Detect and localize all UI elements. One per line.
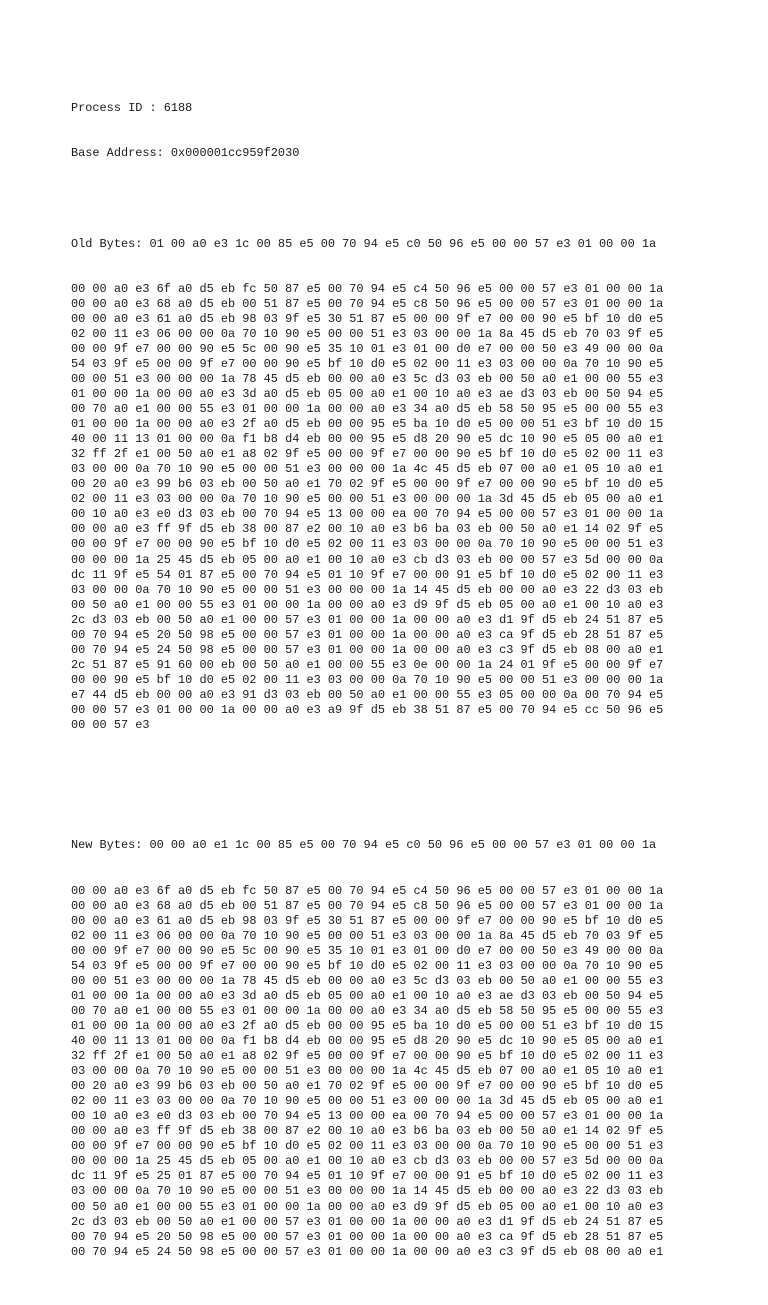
hex-line: 00 70 a0 e1 00 00 55 e3 01 00 00 1a 00 00 a0 e3 34 a0 d5 eb 58 50 95 e5 00 00 55 e3 [71,1003,664,1018]
hex-line: 01 00 00 1a 00 00 a0 e3 3d a0 d5 eb 05 00 a0 e1 00 10 a0 e3 ae d3 03 eb 00 50 94 e5 [71,988,664,1003]
hex-line: 02 00 11 e3 06 00 00 0a 70 10 90 e5 00 00 51 e3 03 00 00 1a 8a 45 d5 eb 70 03 9f e5 [71,326,664,341]
hex-line: 00 70 94 e5 24 50 98 e5 00 00 57 e3 01 00 00 1a 00 00 a0 e3 c3 9f d5 eb 08 00 a0 e1 [71,642,664,657]
hex-line: 03 00 00 0a 70 10 90 e5 00 00 51 e3 00 00 00 1a 4c 45 d5 eb 07 00 a0 e1 05 10 a0 e1 [71,1064,664,1079]
hex-line: e7 44 d5 eb 00 00 a0 e3 91 d3 03 eb 00 50 a0 e1 00 00 55 e3 05 00 00 0a 00 70 94 e5 [71,687,664,702]
hex-line: 2c 51 87 e5 91 60 00 eb 00 50 a0 e1 00 00 55 e3 0e 00 00 1a 24 01 9f e5 00 00 9f e7 [71,657,664,672]
hex-line: 54 03 9f e5 00 00 9f e7 00 00 90 e5 bf 10 d0 e5 02 00 11 e3 03 00 00 0a 70 10 90 e5 [71,958,664,973]
base-address-line: Base Address: 0x000001cc959f2030 [71,146,300,161]
hex-line: 00 00 90 e5 bf 10 d0 e5 02 00 11 e3 03 00 00 0a 70 10 90 e5 00 00 51 e3 00 00 00 1a [71,672,664,687]
old-bytes-lines [71,282,711,733]
hex-line: 00 00 a0 e3 61 a0 d5 eb 98 03 9f e5 30 51 87 e5 00 00 9f e7 00 00 90 e5 bf 10 d0 e5 [71,311,664,326]
hex-line: 00 70 a0 e1 00 00 55 e3 01 00 00 1a 00 00 a0 e3 34 a0 d5 eb 58 50 95 e5 00 00 55 e3 [71,402,664,417]
hex-line: 02 00 11 e3 03 00 00 0a 70 10 90 e5 00 00 51 e3 00 00 00 1a 3d 45 d5 eb 05 00 a0 e1 [71,492,664,507]
hex-line: 00 10 a0 e3 e0 d3 03 eb 00 70 94 e5 13 00 00 ea 00 70 94 e5 00 00 57 e3 01 00 00 1a [71,507,664,522]
hex-line: 40 00 11 13 01 00 00 0a f1 b8 d4 eb 00 00 95 e5 d8 20 90 e5 dc 10 90 e5 05 00 a0 e1 [71,1034,664,1048]
hex-line: 03 00 00 0a 70 10 90 e5 00 00 51 e3 00 00 00 1a 14 45 d5 eb 00 00 a0 e3 22 d3 03 eb [71,1184,664,1199]
hex-line: 00 00 57 e3 [71,718,150,733]
hex-line: 00 00 a0 e3 61 a0 d5 eb 98 03 9f e5 30 51 87 e5 00 00 9f e7 00 00 90 e5 bf 10 d0 e5 [71,913,664,928]
hex-line: 2c d3 03 eb 00 50 a0 e1 00 00 57 e3 01 00 00 1a 00 00 a0 e3 d1 9f d5 eb 24 51 87 e5 [71,1214,664,1229]
hex-line: 00 00 a0 e3 ff 9f d5 eb 38 00 87 e2 00 10 a0 e3 b6 ba 03 eb 00 50 a0 e1 14 02 9f e5 [71,1124,664,1139]
hex-line: 00 00 51 e3 00 00 00 1a 78 45 d5 eb 00 00 a0 e3 5c d3 03 eb 00 50 a0 e1 00 00 55 e3 [71,371,664,386]
hex-line: 00 00 9f e7 00 00 90 e5 bf 10 d0 e5 02 00 11 e3 03 00 00 0a 70 10 90 e5 00 00 51 e3 [71,537,664,552]
hex-line: dc 11 9f e5 54 01 87 e5 00 70 94 e5 01 10 9f e7 00 00 91 e5 bf 10 d0 e5 02 00 11 e3 [71,567,664,582]
hex-line: 03 00 00 0a 70 10 90 e5 00 00 51 e3 00 00 00 1a 14 45 d5 eb 00 00 a0 e3 22 d3 03 eb [71,582,664,597]
hex-line: 00 00 a0 e3 ff 9f d5 eb 38 00 87 e2 00 10 a0 e3 b6 ba 03 eb 00 50 a0 e1 14 02 9f e5 [71,522,664,537]
hex-line: 00 70 94 e5 20 50 98 e5 00 00 57 e3 01 00 00 1a 00 00 a0 e3 ca 9f d5 eb 28 51 87 e5 [71,627,664,642]
hex-line: 00 00 57 e3 01 00 00 1a 00 00 a0 e3 a9 9f d5 eb 38 51 87 e5 00 70 94 e5 cc 50 96 e5 [71,702,664,717]
hex-line: 01 00 00 1a 00 00 a0 e3 3d a0 d5 eb 05 00 a0 e1 00 10 a0 e3 ae d3 03 eb 00 50 94 e5 [71,386,664,401]
hex-line: 00 20 a0 e3 99 b6 03 eb 00 50 a0 e1 70 02 9f e5 00 00 9f e7 00 00 90 e5 bf 10 d0 e5 [71,477,664,492]
old-bytes-section [71,206,711,763]
hex-line: 00 00 9f e7 00 00 90 e5 bf 10 d0 e5 02 00 11 e3 03 00 00 0a 70 10 90 e5 00 00 51 e3 [71,1139,664,1154]
hex-line: 00 00 a0 e3 68 a0 d5 eb 00 51 87 e5 00 70 94 e5 c8 50 96 e5 00 00 57 e3 01 00 00 1a [71,898,664,913]
hex-line: 03 00 00 0a 70 10 90 e5 00 00 51 e3 00 00 00 1a 4c 45 d5 eb 07 00 a0 e1 05 10 a0 e1 [71,462,664,477]
hex-line: 00 20 a0 e3 99 b6 03 eb 00 50 a0 e1 70 02 9f e5 00 00 9f e7 00 00 90 e5 bf 10 d0 e5 [71,1079,664,1094]
hex-line: 00 00 00 1a 25 45 d5 eb 05 00 a0 e1 00 10 a0 e3 cb d3 03 eb 00 00 57 e3 5d 00 00 0a [71,552,664,567]
hex-line: 00 00 a0 e3 68 a0 d5 eb 00 51 87 e5 00 70 94 e5 c8 50 96 e5 00 00 57 e3 01 00 00 1a [71,296,664,311]
hex-line: 02 00 11 e3 06 00 00 0a 70 10 90 e5 00 00 51 e3 03 00 00 1a 8a 45 d5 eb 70 03 9f e5 [71,928,664,943]
hex-line: 40 00 11 13 01 00 00 0a f1 b8 d4 eb 00 00 95 e5 d8 20 90 e5 dc 10 90 e5 05 00 a0 e1 [71,432,664,447]
hex-line: 00 00 a0 e3 6f a0 d5 eb fc 50 87 e5 00 70 94 e5 c4 50 96 e5 00 00 57 e3 01 00 00 1a [71,883,664,898]
hex-line: 32 ff 2f e1 00 50 a0 e1 a8 02 9f e5 00 00 9f e7 00 00 90 e5 bf 10 d0 e5 02 00 11 e3 [71,1049,664,1064]
hex-line: 00 00 51 e3 00 00 00 1a 78 45 d5 eb 00 00 a0 e3 5c d3 03 eb 00 50 a0 e1 00 00 55 e3 [71,973,664,988]
hex-line: 32 ff 2f e1 00 50 a0 e1 a8 02 9f e5 00 00 9f e7 00 00 90 e5 bf 10 d0 e5 02 00 11 e3 [71,447,664,462]
hex-line: 00 50 a0 e1 00 00 55 e3 01 00 00 1a 00 00 a0 e3 d9 9f d5 eb 05 00 a0 e1 00 10 a0 e3 [71,597,664,612]
hex-dump-document [71,71,711,1305]
process-id-line: Process ID : 6188 [71,101,193,116]
hex-line: 00 10 a0 e3 e0 d3 03 eb 00 70 94 e5 13 00 00 ea 00 70 94 e5 00 00 57 e3 01 00 00 1a [71,1109,664,1124]
hex-line: 00 00 00 1a 25 45 d5 eb 05 00 a0 e1 00 10 a0 e3 cb d3 03 eb 00 00 57 e3 5d 00 00 0a [71,1154,664,1169]
hex-line: 00 50 a0 e1 00 00 55 e3 01 00 00 1a 00 00 a0 e3 d9 9f d5 eb 05 00 a0 e1 00 10 a0 e3 [71,1199,664,1214]
new-bytes-lines [71,884,711,1260]
new-bytes-header-line: New Bytes: 00 00 a0 e1 1c 00 85 e5 00 70 94 e5 c0 50 96 e5 00 00 57 e3 01 00 00 1a [71,838,657,853]
hex-line: 00 00 9f e7 00 00 90 e5 5c 00 90 e5 35 10 01 e3 01 00 d0 e7 00 00 50 e3 49 00 00 0a [71,341,664,356]
hex-line: 00 70 94 e5 20 50 98 e5 00 00 57 e3 01 00 00 1a 00 00 a0 e3 ca 9f d5 eb 28 51 87 e5 [71,1229,664,1244]
hex-line: dc 11 9f e5 25 01 87 e5 00 70 94 e5 01 10 9f e7 00 00 91 e5 bf 10 d0 e5 02 00 11 e3 [71,1169,664,1184]
hex-line: 00 00 a0 e3 6f a0 d5 eb fc 50 87 e5 00 70 94 e5 c4 50 96 e5 00 00 57 e3 01 00 00 1a [71,281,664,296]
hex-line: 01 00 00 1a 00 00 a0 e3 2f a0 d5 eb 00 00 95 e5 ba 10 d0 e5 00 00 51 e3 bf 10 d0 15 [71,1018,664,1033]
hex-line: 54 03 9f e5 00 00 9f e7 00 00 90 e5 bf 10 d0 e5 02 00 11 e3 03 00 00 0a 70 10 90 e5 [71,356,664,371]
hex-line: 01 00 00 1a 00 00 a0 e3 2f a0 d5 eb 00 00 95 e5 ba 10 d0 e5 00 00 51 e3 bf 10 d0 15 [71,417,664,432]
old-bytes-header-line: Old Bytes: 01 00 a0 e3 1c 00 85 e5 00 70 94 e5 c0 50 96 e5 00 00 57 e3 01 00 00 1a [71,236,657,251]
hex-line: 02 00 11 e3 03 00 00 0a 70 10 90 e5 00 00 51 e3 00 00 00 1a 3d 45 d5 eb 05 00 a0 e1 [71,1094,664,1109]
new-bytes-section [71,808,711,1290]
hex-line: 2c d3 03 eb 00 50 a0 e1 00 00 57 e3 01 00 00 1a 00 00 a0 e3 d1 9f d5 eb 24 51 87 e5 [71,612,664,627]
hex-line: 00 00 9f e7 00 00 90 e5 5c 00 90 e5 35 10 01 e3 01 00 d0 e7 00 00 50 e3 49 00 00 0a [71,943,664,958]
hex-line: 00 70 94 e5 24 50 98 e5 00 00 57 e3 01 00 00 1a 00 00 a0 e3 c3 9f d5 eb 08 00 a0 e1 [71,1244,664,1259]
